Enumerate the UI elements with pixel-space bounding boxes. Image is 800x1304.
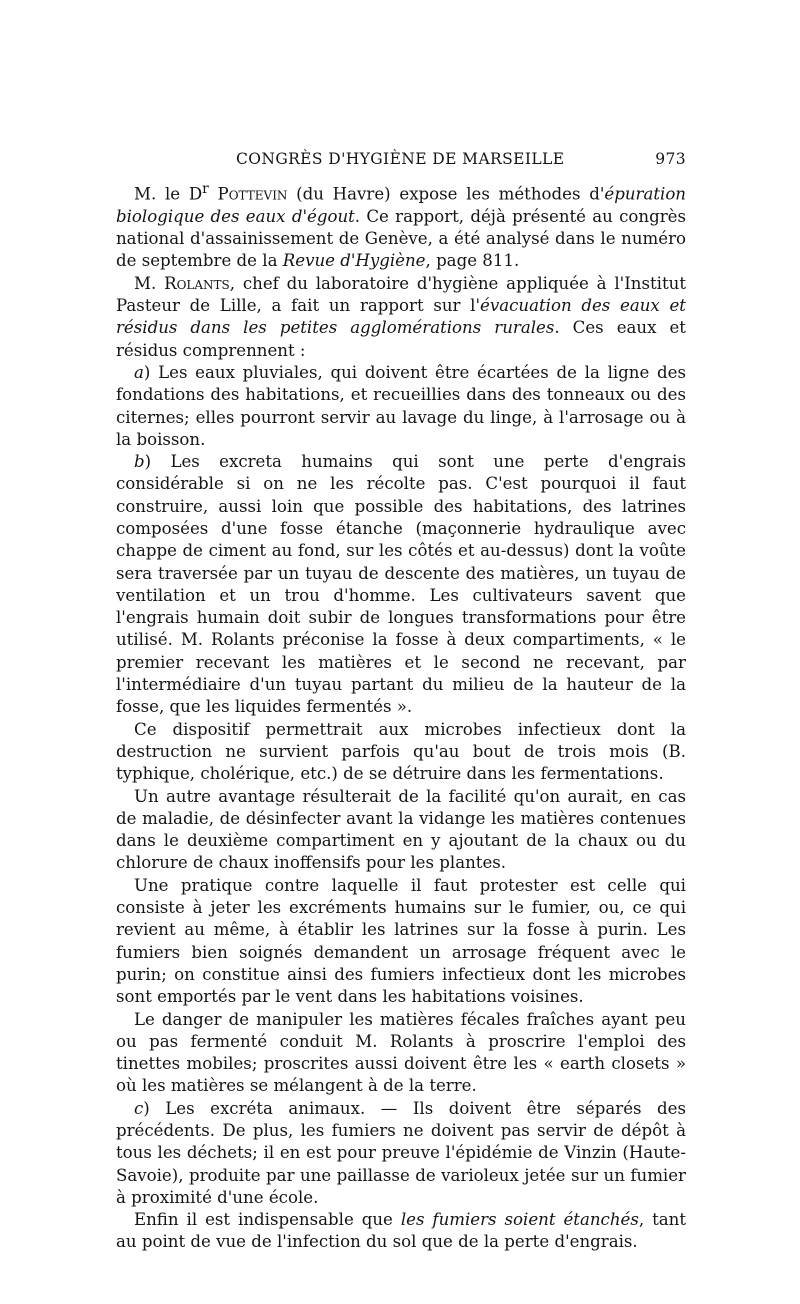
text-run: ) Les excréta animaux. — Ils doivent être séparés des précédents. De plus, les fumiers ne doivent pas servir de dépôt à tous les déchets; il en est pour preuve l'épidémie de Vinzin (Haute-Savoie), produite par une paillasse de varioleux jetée sur un fumier à proximité d'une école. <box>116 1098 686 1207</box>
text-run <box>209 185 218 204</box>
paragraph-conclusion <box>116 1209 686 1254</box>
author-name: Rolants <box>164 273 230 293</box>
text-run: M. <box>134 273 165 293</box>
italic-title: épuration biologique des eaux d'égout <box>116 184 686 226</box>
running-head <box>116 150 686 168</box>
italic-emphasis: les fumiers soient étanchés <box>400 1210 639 1230</box>
text-run: . Ces eaux et résidus comprennent : <box>116 318 686 360</box>
text-run: , page 811. <box>425 251 520 271</box>
paragraph: Une pratique contre laquelle il faut protester est celle qui consiste à jeter les excréments humains sur le fumier, ou, ce qui revient au même, à établir les latrines sur la fosse à purin. Les fumiers bien soignés demandent un arrosage fréquent avec le purin; on constitue ainsi des fumiers infectieux dont les microbes sont emportés par le vent dans les habitations voisines. <box>116 875 686 1007</box>
paragraph-pottevin <box>116 178 686 273</box>
italic-title: évacuation des eaux et résidus dans les petites agglomérations rurales <box>116 296 686 338</box>
text-run: , chef du laboratoire d'hygiène appliquée à l'Institut Pasteur de Lille, a fait un rapport sur l' <box>116 273 686 316</box>
item-letter: b <box>134 452 145 472</box>
journal-title: Revue d'Hygiène <box>282 251 426 271</box>
page-number: 973 <box>655 150 686 168</box>
text-run: M. le D <box>134 184 203 204</box>
text-run: Enfin il est indispensable que <box>134 1210 401 1230</box>
paragraph: Un autre avantage résulterait de la facilité qu'on aurait, en cas de maladie, de désinfecter avant la vidange les matières contenues dans le deuxième compartiment en y ajoutant de la chaux ou du chlorure de chaux inoffensifs pour les plantes. <box>116 786 686 873</box>
body-text <box>116 178 686 1254</box>
text-run: (du Havre) expose les méthodes d' <box>287 184 605 204</box>
paragraph: Ce dispositif permettrait aux microbes infectieux dont la destruction ne survient parfois qu'au bout de trois mois (B. typhique, cholérique, etc.) de se détruire dans les fermentations. <box>116 719 686 784</box>
author-name: Pottevin <box>217 184 288 204</box>
text-run: ) Les excreta humains qui sont une perte d'engrais considérable si on ne les récolte pas. C'est pourquoi il faut construire, aussi loin que possible des habitations, des latrines composées d'une fosse étanche (maçonnerie hydraulique avec chappe de ciment au fond, sur les côtés et au-dessus) dont la voûte sera traversée par un tuyau de descente des matières, un tuyau de ventilation et un trou d'homme. Les cultivateurs savent que l'engrais humain doit subir de longues transformations pour être utilisé. M. Rolants préconise la fosse à deux compartiments, « le premier recevant les matières et le second ne recevant, par l'intermédiaire d'un tuyau partant du milieu de la hauteur de la fosse, que les liquides fermentés ». <box>116 452 686 717</box>
text-run: , tant au point de vue de l'infection du sol que de la perte d'engrais. <box>116 1210 687 1252</box>
item-letter: c <box>134 1098 144 1118</box>
paragraph-rolants <box>116 273 686 362</box>
item-letter: a <box>134 362 144 382</box>
text-run: . Ce rapport, déjà présenté au congrès national d'assainissement de Genève, a été analysé dans le numéro de septembre de la <box>116 206 686 271</box>
paragraph: Le danger de manipuler les matières fécales fraîches ayant peu ou pas fermenté conduit M. Rolants à proscrire l'emploi des tinettes mobiles; proscrites aussi doivent être les « earth closets » où les matières se mélangent à de la terre. <box>116 1009 686 1096</box>
paragraph-item-b <box>116 451 686 719</box>
superscript: r <box>202 181 209 197</box>
paragraph-item-c <box>116 1098 686 1209</box>
text-run: ) Les eaux pluviales, qui doivent être écartées de la ligne des fondations des habitations, et recueillies dans des tonneaux ou des citernes; elles pourront servir au lavage du linge, à l'arrosage ou à la boisson. <box>116 362 686 449</box>
paragraph-item-a <box>116 362 686 451</box>
running-title: CONGRÈS D'HYGIÈNE DE MARSEILLE <box>236 150 565 168</box>
